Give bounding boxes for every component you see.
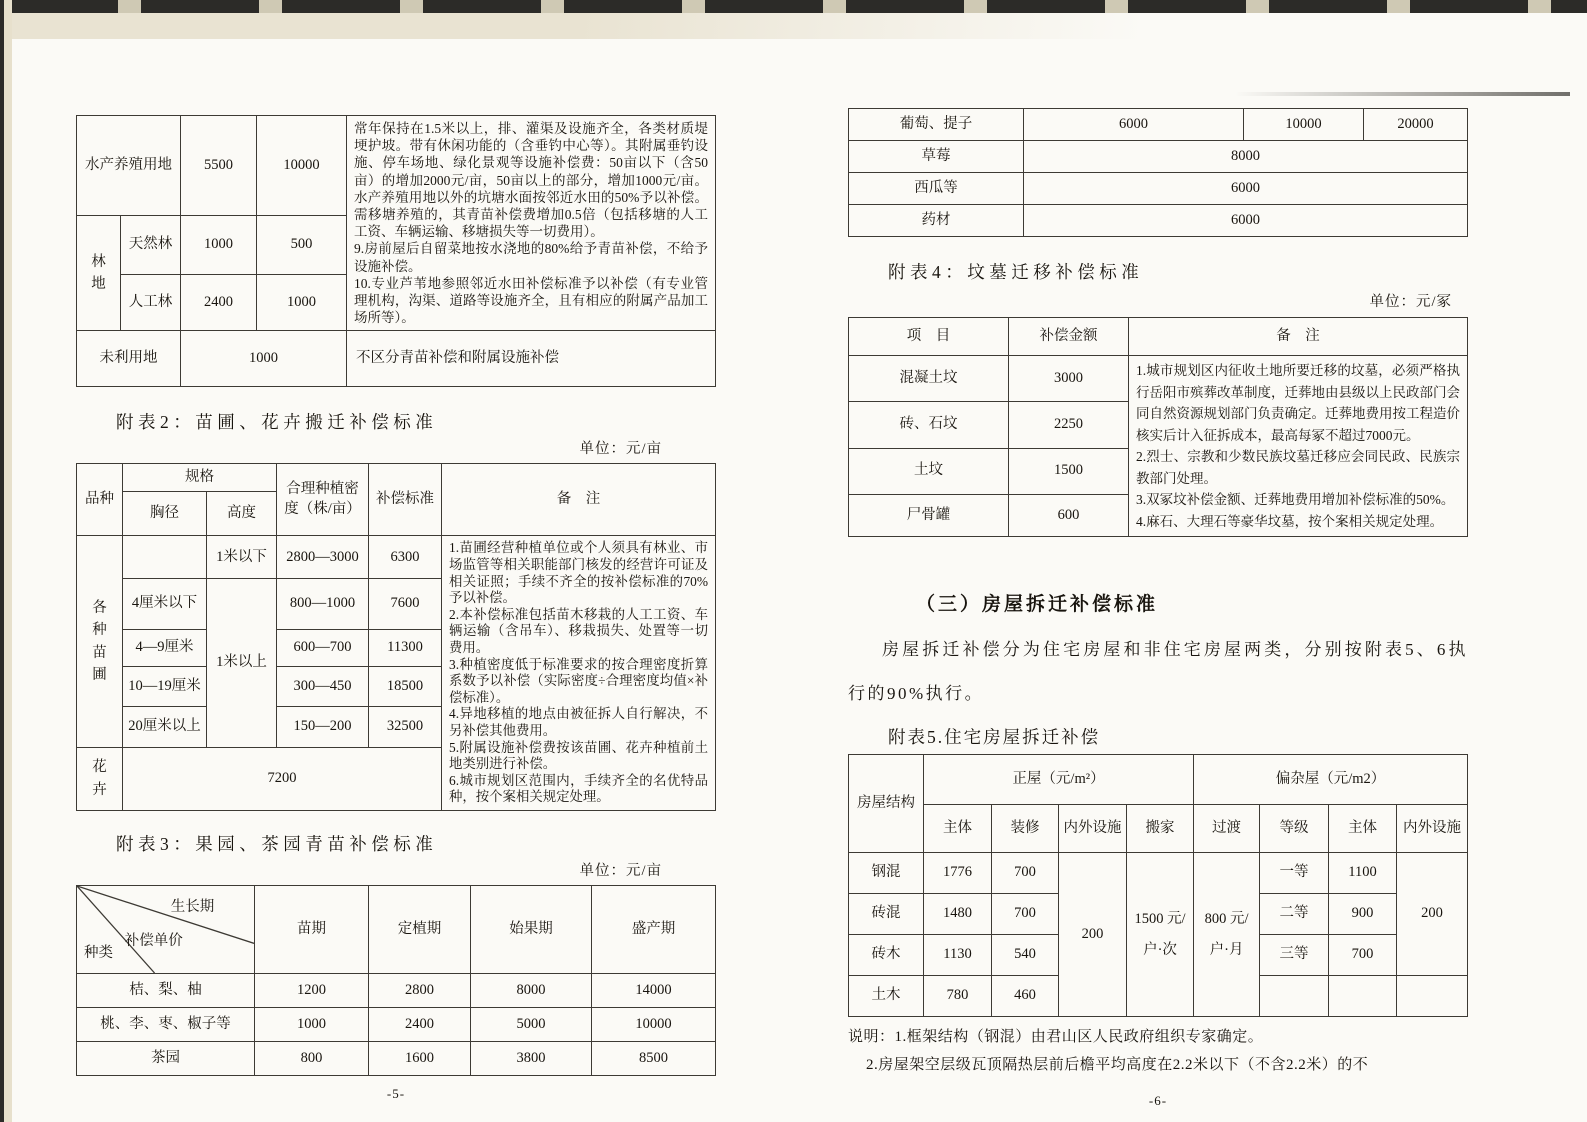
corner-label-price: 补偿单价	[124, 932, 183, 949]
explanation-line: 说明：1.框架结构（钢混）由君山区人民政府组织专家确定。	[848, 1029, 1264, 1045]
column-header: 备 注	[1129, 318, 1468, 356]
land-subtype-cell: 天然林	[121, 216, 181, 275]
dbh-cell: 4—9厘米	[123, 629, 207, 666]
value-cell: 3800	[471, 1041, 592, 1075]
table-row	[77, 1041, 716, 1075]
remark-item: 1.苗圃经营种植单位或个人须具有林业、市场监管等相关职能部门核发的经营许可证及相关证照；手续不齐全的按补偿标准的70%予以补偿。	[449, 540, 708, 606]
table-row	[77, 885, 716, 973]
land-type-cell: 水产养殖用地	[77, 116, 181, 216]
grave-type-cell: 土坟	[849, 448, 1009, 494]
column-header: 苗期	[255, 885, 369, 973]
land-water-compensation-table	[76, 115, 716, 387]
remark-item: 2.烈士、宗教和少数民族坟墓迁移应会同民政、民族宗教部门处理。	[1136, 449, 1460, 486]
scan-binder-strip	[0, 0, 1587, 13]
value-cell: 800	[255, 1041, 369, 1075]
table-row	[77, 116, 716, 216]
structure-cell: 砖混	[849, 894, 924, 935]
table-row	[849, 109, 1468, 141]
table-row	[849, 805, 1468, 853]
nursery-flower-table	[76, 463, 716, 811]
value-cell: 20000	[1364, 109, 1468, 141]
remark-item: 4.麻石、大理石等豪华坟墓，按个案相关规定处理。	[1136, 513, 1444, 529]
species-cell: 桔、梨、柚	[77, 973, 255, 1007]
value-cell: 1000	[181, 331, 347, 387]
value-cell: 600	[1009, 494, 1129, 536]
column-header: 主体	[1329, 805, 1397, 853]
density-cell: 150—200	[277, 706, 369, 747]
transition-fee-line: 800 元/	[1204, 911, 1249, 928]
column-header: 房屋结构	[849, 755, 924, 853]
grade-cell	[1260, 976, 1329, 1017]
fruit-vine-table	[848, 108, 1468, 237]
dbh-cell	[123, 536, 207, 579]
column-header: 内外设施	[1397, 805, 1468, 853]
species-cell: 草莓	[849, 141, 1024, 173]
value-cell: 700	[992, 894, 1059, 935]
density-cell: 2800—3000	[277, 536, 369, 579]
height-cell: 1米以下	[207, 536, 277, 579]
value-cell: 8500	[592, 1041, 716, 1075]
transition-fee-cell	[1194, 853, 1260, 1017]
column-header: 品种	[77, 464, 123, 536]
column-header: 胸径	[123, 492, 207, 536]
grade-cell: 二等	[1260, 894, 1329, 935]
species-cell: 药材	[849, 205, 1024, 237]
land-type-cell: 未利用地	[77, 331, 181, 387]
standard-cell: 18500	[369, 666, 442, 706]
value-cell: 1100	[1329, 853, 1397, 894]
value-cell: 460	[992, 976, 1059, 1017]
moving-fee-line: 1500 元/	[1134, 911, 1186, 928]
standard-cell: 11300	[369, 629, 442, 666]
value-cell: 5000	[471, 1007, 592, 1041]
value-cell: 6000	[1024, 173, 1468, 205]
column-header: 等级	[1260, 805, 1329, 853]
remark-item: 4.异地移植的地点由被征拆人自行解决，不另补偿其他费用。	[449, 706, 708, 738]
value-cell: 7200	[123, 747, 442, 810]
table-row	[77, 464, 716, 492]
appendix4-title: 附表4：坟墓迁移补偿标准	[888, 262, 1144, 282]
remark-item: 1.城市规划区内征收土地所要迁移的坟墓，必须严格执行岳阳市殡葬改革制度，迁葬地由县级以上民政部门会同自然资源规划部门负责确定。迁葬地费用按工程造价核实后计入征拆成本，最高每冢不超过7000元。	[1136, 363, 1460, 443]
vertical-label: 花卉	[92, 759, 107, 798]
table-row	[849, 356, 1468, 402]
table-row	[77, 331, 716, 387]
column-header: 过渡	[1194, 805, 1260, 853]
vertical-label: 林地	[91, 253, 106, 293]
table-row	[849, 755, 1468, 805]
appendix3-title: 附表3：果园、茶园青苗补偿标准	[116, 833, 438, 854]
value-cell: 200	[1397, 853, 1468, 976]
column-header: 补偿金额	[1009, 318, 1129, 356]
table-row	[849, 173, 1468, 205]
density-cell: 600—700	[277, 629, 369, 666]
dbh-cell: 20厘米以上	[123, 706, 207, 747]
value-cell: 500	[257, 216, 347, 275]
explanation-line: 2.房屋架空层级瓦顶隔热层前后檐平均高度在2.2米以下（不含2.2米）的不	[866, 1057, 1369, 1073]
value-cell: 900	[1329, 894, 1397, 935]
column-header: 内外设施	[1059, 805, 1127, 853]
column-header: 规格	[123, 464, 277, 492]
grave-relocation-table	[848, 317, 1468, 537]
remark-item: 2.本补偿标准包括苗木移栽的人工工资、车辆运输（含吊车）、移栽损失、处置等一切费用。	[449, 606, 708, 655]
moving-fee-line: 户·次	[1143, 941, 1177, 958]
corner-label-kind: 种类	[84, 945, 113, 962]
appendix2-title: 附表2：苗圃、花卉搬迁补偿标准	[116, 412, 438, 433]
value-cell	[1397, 976, 1468, 1017]
remark-paragraph: 9.房前屋后自留菜地按水浇地的80%给予青苗补偿，不给予设施补偿。	[354, 241, 708, 274]
value-cell: 780	[924, 976, 992, 1017]
remark-cell	[442, 536, 716, 811]
column-header: 装修	[992, 805, 1059, 853]
value-cell: 8000	[1024, 141, 1468, 173]
structure-cell: 砖木	[849, 935, 924, 976]
table-row	[77, 973, 716, 1007]
value-cell: 3000	[1009, 356, 1129, 402]
left-page	[76, 87, 716, 1115]
unit-label: 单位：元/冢	[1369, 294, 1452, 310]
value-cell: 8000	[471, 973, 592, 1007]
scan-left-edge	[0, 0, 4, 1122]
corner-label-growth: 生长期	[170, 898, 215, 915]
grade-cell: 三等	[1260, 935, 1329, 976]
value-cell: 10000	[257, 116, 347, 216]
table-row	[849, 205, 1468, 237]
breed-cell	[77, 536, 123, 748]
structure-cell: 土木	[849, 976, 924, 1017]
density-cell: 800—1000	[277, 579, 369, 630]
species-cell: 葡萄、提子	[849, 109, 1024, 141]
grade-cell: 一等	[1260, 853, 1329, 894]
height-cell: 1米以上	[207, 579, 277, 748]
value-cell: 1600	[369, 1041, 471, 1075]
grave-type-cell: 混凝土坟	[849, 356, 1009, 402]
dbh-cell: 10—19厘米	[123, 666, 207, 706]
table-row	[77, 536, 716, 579]
page-number-5: -5-	[386, 1085, 406, 1101]
value-cell: 2400	[369, 1007, 471, 1041]
column-header: 定植期	[369, 885, 471, 973]
value-cell: 1480	[924, 894, 992, 935]
value-cell: 10000	[1244, 109, 1364, 141]
value-cell: 14000	[592, 973, 716, 1007]
value-cell: 5500	[181, 116, 257, 216]
value-cell: 6000	[1024, 109, 1244, 141]
column-header: 补偿标准	[369, 464, 442, 536]
grave-type-cell: 尸骨罐	[849, 494, 1009, 536]
standard-cell: 7600	[369, 579, 442, 630]
land-type-cell	[77, 216, 121, 331]
remark-paragraph: 10.专业芦苇地参照邻近水田补偿标准予以补偿（有专业管理机构，沟渠、道路等设施齐全，且有相应的附属产品加工场所等）。	[354, 275, 708, 326]
structure-cell: 钢混	[849, 853, 924, 894]
table-row	[849, 318, 1468, 356]
value-cell: 1130	[924, 935, 992, 976]
standard-cell: 32500	[369, 706, 442, 747]
density-cell: 300—450	[277, 666, 369, 706]
value-cell: 6000	[1024, 205, 1468, 237]
value-cell: 700	[1329, 935, 1397, 976]
value-cell: 2250	[1009, 402, 1129, 448]
column-header: 合理种植密度（株/亩）	[277, 464, 369, 536]
value-cell: 1000	[257, 275, 347, 331]
page-number-6: -6-	[1148, 1093, 1168, 1108]
right-page	[848, 87, 1468, 1122]
value-cell: 200	[1059, 853, 1127, 1017]
column-header: 搬家	[1127, 805, 1194, 853]
scan-left-margin	[4, 0, 12, 1122]
value-cell: 2800	[369, 973, 471, 1007]
table-explanation	[848, 1023, 1468, 1079]
value-cell: 10000	[592, 1007, 716, 1041]
remark-item: 5.附属设施补偿费按该苗圃、花卉种植前土地类别进行补偿。	[449, 739, 708, 772]
value-cell: 1200	[255, 973, 369, 1007]
remark-cell	[347, 116, 716, 331]
standard-cell: 6300	[369, 536, 442, 579]
species-cell: 茶园	[77, 1041, 255, 1075]
remark-item: 6.城市规划区范围内，手续齐全的名优特品种，按个案相关规定处理。	[449, 772, 708, 805]
value-cell: 1500	[1009, 448, 1129, 494]
residential-house-table	[848, 754, 1468, 1017]
table-row	[77, 1007, 716, 1041]
dbh-cell: 4厘米以下	[123, 579, 207, 630]
value-cell: 540	[992, 935, 1059, 976]
remark-item: 3.种植密度低于标准要求的按合理密度折算系数予以补偿（实际密度÷合理密度均值×补偿标准）。	[449, 656, 708, 705]
unit-label: 单位：元/亩	[579, 862, 662, 879]
remark-item: 3.双冢坟补偿金额、迁葬地费用增加补偿标准的50%。	[1136, 492, 1455, 507]
diagonal-header-cell	[77, 885, 255, 973]
table-row	[849, 141, 1468, 173]
moving-fee-cell	[1127, 853, 1194, 1017]
column-header: 备 注	[442, 464, 716, 536]
scan-shadow	[12, 13, 1587, 39]
orchard-tea-table	[76, 885, 716, 1076]
table-row	[849, 853, 1468, 894]
remark-paragraph: 常年保持在1.5米以上，排、灌渠及设施齐全，各类材质堤埂护坡。带有休闲功能的（含垂钓中心等）。其附属垂钓设施、停车场地、绿化景观等设施补偿费：50亩以下（含50亩）的增加2000元/亩，50亩以上的部分，增加1000元/亩。水产养殖用地以外的坑塘水面按邻近水田的50%予以补偿。需移塘养殖的，其青苗补偿费增加0.5倍（包括移塘的人工工资、车辆运输、移塘损失等一切费用）。	[354, 121, 708, 240]
species-cell: 西瓜等	[849, 173, 1024, 205]
section-heading: （三）房屋拆迁补偿标准	[916, 594, 1159, 615]
column-header: 偏杂屋（元/m2）	[1194, 755, 1468, 805]
value-cell: 1000	[255, 1007, 369, 1041]
column-header: 始果期	[471, 885, 592, 973]
column-header: 项 目	[849, 318, 1009, 356]
unit-label: 单位：元/亩	[579, 441, 662, 458]
column-header: 高度	[207, 492, 277, 536]
column-header: 正屋（元/m²）	[924, 755, 1194, 805]
grave-type-cell: 砖、石坟	[849, 402, 1009, 448]
value-cell: 2400	[181, 275, 257, 331]
land-subtype-cell: 人工林	[121, 275, 181, 331]
transition-fee-line: 户·月	[1209, 941, 1244, 958]
column-header: 盛产期	[592, 885, 716, 973]
value-cell: 700	[992, 853, 1059, 894]
remark-cell	[1129, 356, 1468, 537]
species-cell: 桃、李、枣、椒子等	[77, 1007, 255, 1041]
value-cell: 1776	[924, 853, 992, 894]
section-paragraph: 房屋拆迁补偿分为住宅房屋和非住宅房屋两类，分别按附表5、6执行的90%执行。	[848, 640, 1468, 703]
breed-cell	[77, 747, 123, 810]
remark-cell: 不区分青苗补偿和附属设施补偿	[347, 331, 716, 387]
appendix5-title: 附表5.住宅房屋拆迁补偿	[888, 727, 1101, 747]
vertical-label: 各种苗圃	[92, 599, 107, 684]
value-cell: 1000	[181, 216, 257, 275]
column-header: 主体	[924, 805, 992, 853]
value-cell	[1329, 976, 1397, 1017]
